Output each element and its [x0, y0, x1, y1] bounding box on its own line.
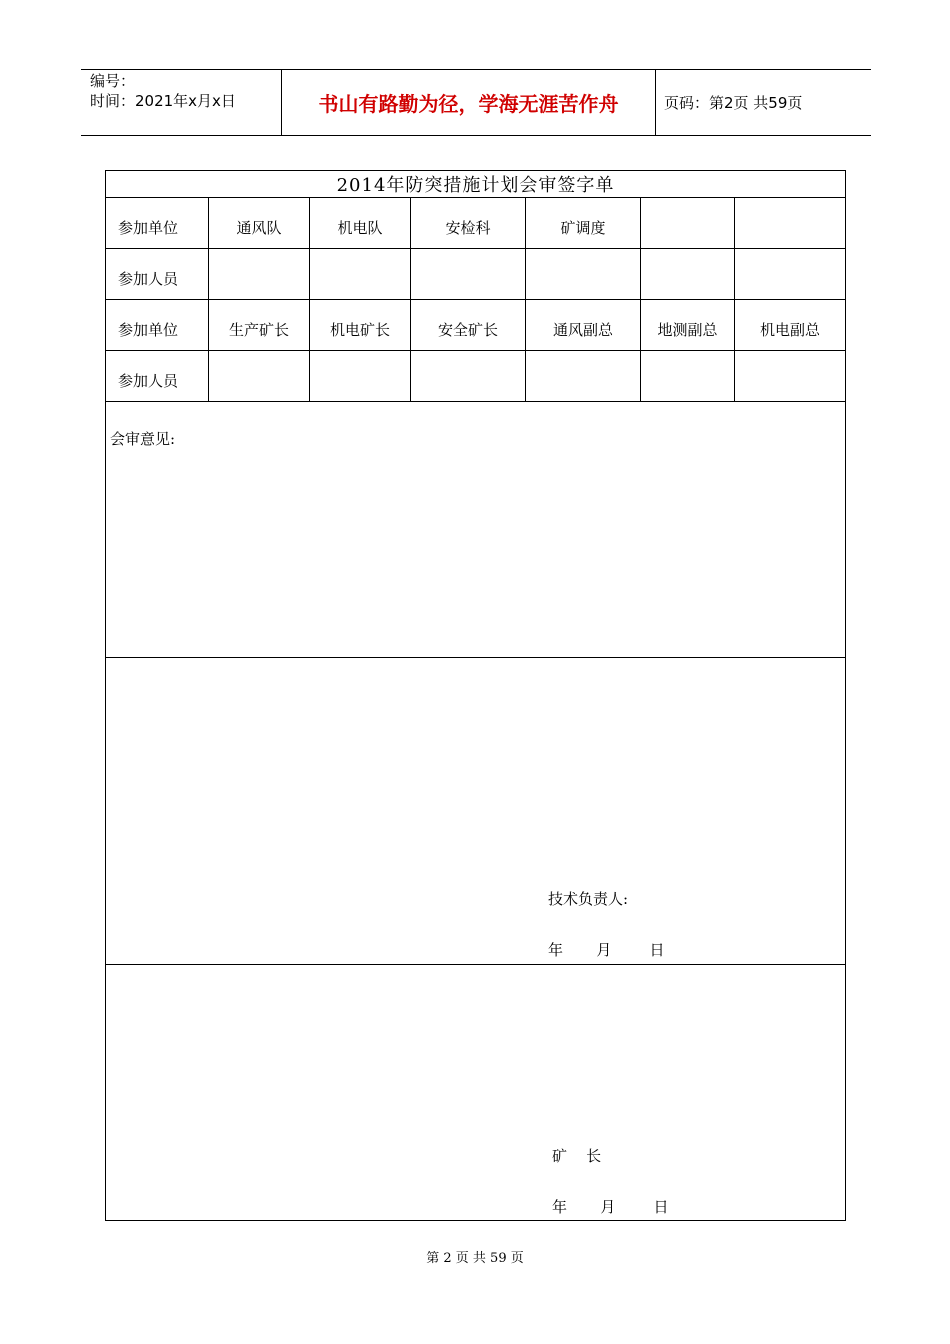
unit-cell: 生产矿长 [209, 300, 310, 351]
participant-signature-cell[interactable] [735, 351, 846, 402]
unit-cell [735, 198, 846, 249]
participant-signature-cell[interactable] [735, 249, 846, 300]
tech-lead-date-label: 年 月 日 [548, 941, 665, 959]
participant-signature-cell[interactable] [209, 249, 310, 300]
row-label: 参加单位 [106, 198, 209, 249]
participant-signature-cell[interactable] [526, 249, 641, 300]
document-date-label: 时间：2021年x月x日 [90, 92, 236, 110]
participating-units-row-1 [106, 198, 846, 249]
row-label: 参加人员 [106, 351, 209, 402]
mine-director-date-label: 年 月 日 [552, 1198, 669, 1216]
review-signature-form [105, 170, 846, 1221]
unit-cell: 通风队 [209, 198, 310, 249]
tech-lead-signature-label: 技术负责人: [548, 890, 629, 908]
participant-signature-cell[interactable] [526, 351, 641, 402]
unit-cell: 安全矿长 [411, 300, 526, 351]
participant-signature-cell[interactable] [411, 249, 526, 300]
unit-cell [641, 198, 735, 249]
header-divider-right [655, 69, 656, 136]
review-opinion-section[interactable] [106, 402, 846, 658]
participant-signature-cell[interactable] [411, 351, 526, 402]
unit-cell: 机电队 [310, 198, 411, 249]
document-number-label: 编号： [90, 72, 136, 90]
header-meta [90, 71, 236, 111]
tech-lead-signature-section[interactable] [106, 658, 846, 965]
header-top-rule [81, 69, 871, 70]
participants-row-1 [106, 249, 846, 300]
row-label: 参加人员 [106, 249, 209, 300]
participant-signature-cell[interactable] [209, 351, 310, 402]
unit-cell: 机电副总 [735, 300, 846, 351]
mine-director-signature-section[interactable] [106, 965, 846, 1221]
participant-signature-cell[interactable] [641, 249, 735, 300]
header-bottom-rule [81, 135, 871, 136]
row-label: 参加单位 [106, 300, 209, 351]
review-opinion-label: 会审意见: [110, 430, 176, 448]
participating-units-row-2 [106, 300, 846, 351]
unit-cell: 通风副总 [526, 300, 641, 351]
participant-signature-cell[interactable] [641, 351, 735, 402]
form-title: 2014年防突措施计划会审签字单 [106, 171, 846, 198]
participants-row-2 [106, 351, 846, 402]
header-motto: 书山有路勤为径，学海无涯苦作舟 [318, 92, 619, 116]
unit-cell: 机电矿长 [310, 300, 411, 351]
participant-signature-cell[interactable] [310, 249, 411, 300]
unit-cell: 安检科 [411, 198, 526, 249]
page-footer: 第 2 页 共 59 页 [426, 1251, 524, 1266]
mine-director-signature-label: 矿 长 [552, 1147, 602, 1165]
header-page-info: 页码：第2页 共59页 [664, 94, 803, 112]
unit-cell: 矿调度 [526, 198, 641, 249]
participant-signature-cell[interactable] [310, 351, 411, 402]
unit-cell: 地测副总 [641, 300, 735, 351]
